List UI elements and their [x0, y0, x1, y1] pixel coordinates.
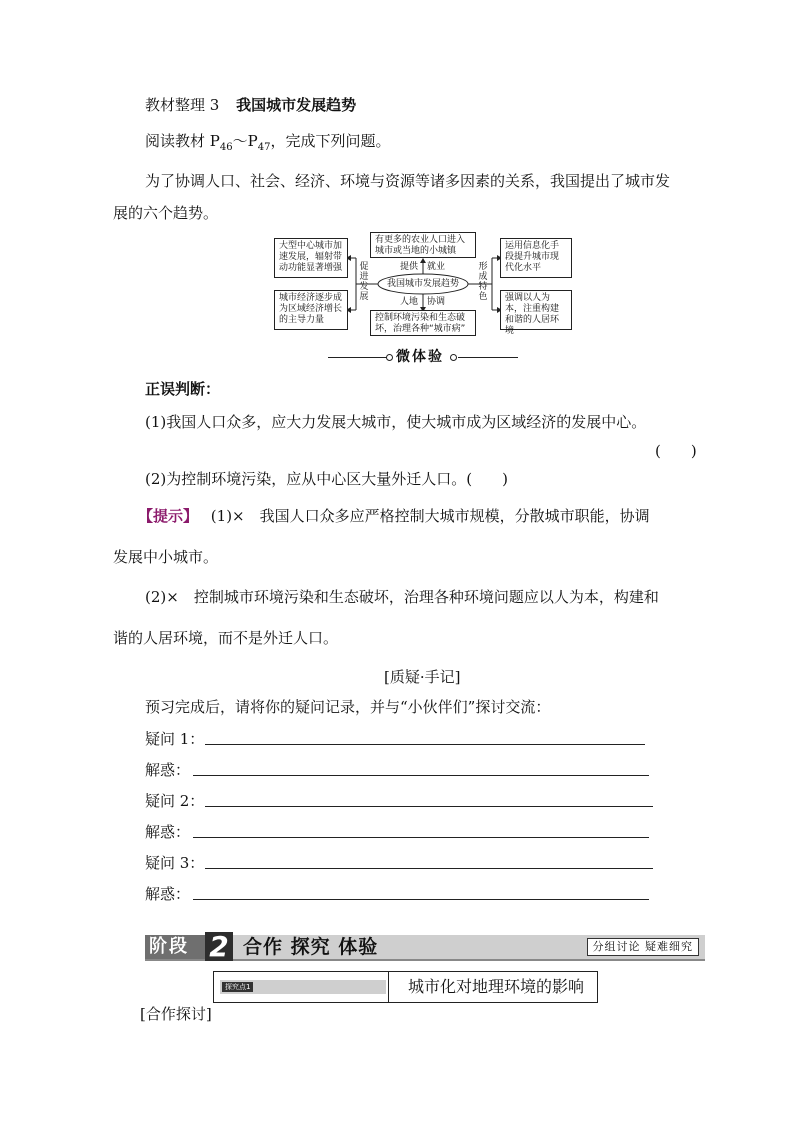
hint-tag: 【提示】: [138, 507, 199, 525]
notes-instruction: 预习完成后，请将你的疑问记录，并与“小伙伴们”探讨交流：: [145, 698, 551, 716]
note-label-question-1: 疑问 1：: [145, 730, 205, 748]
reading-page-end: 47: [257, 142, 271, 153]
hint-answer-1-line-2: 发展中小城市。: [113, 548, 219, 566]
explore-divider: [388, 972, 389, 1002]
diagram-left-bottom-box: 城市经济逐步成为区域经济增长的主导力量: [274, 290, 348, 330]
reading-suffix: ，完成下列问题。: [270, 132, 391, 150]
explore-point-box: [213, 971, 598, 1003]
hint-answer-2-line-1: (2)× 控制城市环境污染和生态破坏，治理各种环境问题应以人为本，构建和: [145, 588, 659, 606]
diagram-label-promote-develop: 促进发展: [359, 262, 369, 302]
diagram-label-employ: 就业: [427, 262, 446, 272]
judge-question-1-paren: ( ): [655, 442, 697, 460]
diagram-right-bottom-box: 强调以人为本，注重构建和谐的人居环境: [500, 290, 572, 330]
stage-tag: 分组讨论 疑难细究: [587, 938, 700, 956]
note-label-answer-1: 解惑：: [145, 761, 191, 779]
hint-a1-text: (1)× 我国人口众多应严格控制大城市规模，分散城市职能，协调: [210, 507, 650, 525]
note-line-answer-1[interactable]: [193, 775, 649, 776]
diagram-label-people-land: 人地: [400, 297, 419, 307]
explore-title: 城市化对地理环境的影响: [408, 977, 585, 996]
note-line-question-1[interactable]: [205, 744, 645, 745]
diagram-label-coordinate: 协调: [427, 297, 446, 307]
diagram-center-label: 我国城市发展趋势: [387, 279, 460, 289]
hint-answer-1-line-1: [138, 506, 650, 526]
note-label-question-2: 疑问 2：: [145, 792, 205, 810]
diagram-label-form-feature: 形成特色: [478, 262, 488, 302]
judge-question-2: (2)为控制环境污染，应从中心区大量外迁人口。( ): [145, 470, 508, 488]
note-line-answer-2[interactable]: [193, 837, 649, 838]
stage-title: 合作 探究 体验: [243, 936, 379, 958]
note-label-question-3: 疑问 3：: [145, 854, 205, 872]
reading-page-start: 46: [219, 142, 233, 153]
reading-prefix: 阅读教材 P: [145, 132, 220, 150]
explore-tag-bar: [220, 980, 386, 994]
judge-heading: 正误判断：: [145, 380, 221, 398]
diagram-label-provide: 提供: [400, 262, 419, 272]
coop-label: [合作探讨]: [140, 1005, 212, 1023]
notes-title: [质疑·手记]: [384, 668, 461, 686]
stage-banner: [145, 930, 705, 963]
stage-label: 阶段: [145, 935, 207, 959]
diagram-right-top-box: 运用信息化手段提升城市现代化水平: [500, 238, 572, 278]
explore-tag: 探究点1: [222, 982, 253, 992]
note-line-answer-3[interactable]: [193, 899, 649, 900]
note-label-answer-2: 解惑：: [145, 823, 191, 841]
trend-diagram: [270, 232, 576, 340]
section-label: 教材整理 3: [145, 96, 220, 114]
diagram-bottom-box: 控制环境污染和生态破坏，治理各种“城市病”: [370, 310, 476, 336]
intro-line-2: 展的六个趋势。: [113, 204, 219, 222]
reading-instruction: [145, 131, 390, 158]
hint-answer-2-line-2: 谐的人居环境，而不是外迁人口。: [113, 629, 339, 647]
note-line-question-2[interactable]: [205, 806, 653, 807]
diagram-top-box: 有更多的农业人口进入城市或当地的小城镇: [370, 232, 476, 258]
section-heading: [145, 95, 356, 115]
intro-line-1: 为了协调人口、社会、经济、环境与资源等诸多因素的关系，我国提出了城市发: [145, 172, 671, 190]
note-label-answer-3: 解惑：: [145, 885, 191, 903]
section-title: 我国城市发展趋势: [236, 96, 357, 114]
judge-question-1: (1)我国人口众多，应大力发展大城市，使大城市成为区域经济的发展中心。: [145, 413, 647, 431]
diagram-left-top-box: 大型中心城市加速发展，辐射带动功能显著增强: [274, 238, 348, 278]
note-line-question-3[interactable]: [205, 868, 653, 869]
micro-experience-title: 微体验: [396, 349, 444, 365]
reading-sep: ～P: [232, 132, 258, 150]
micro-experience-divider: [328, 350, 518, 366]
stage-number: 2: [205, 932, 233, 961]
